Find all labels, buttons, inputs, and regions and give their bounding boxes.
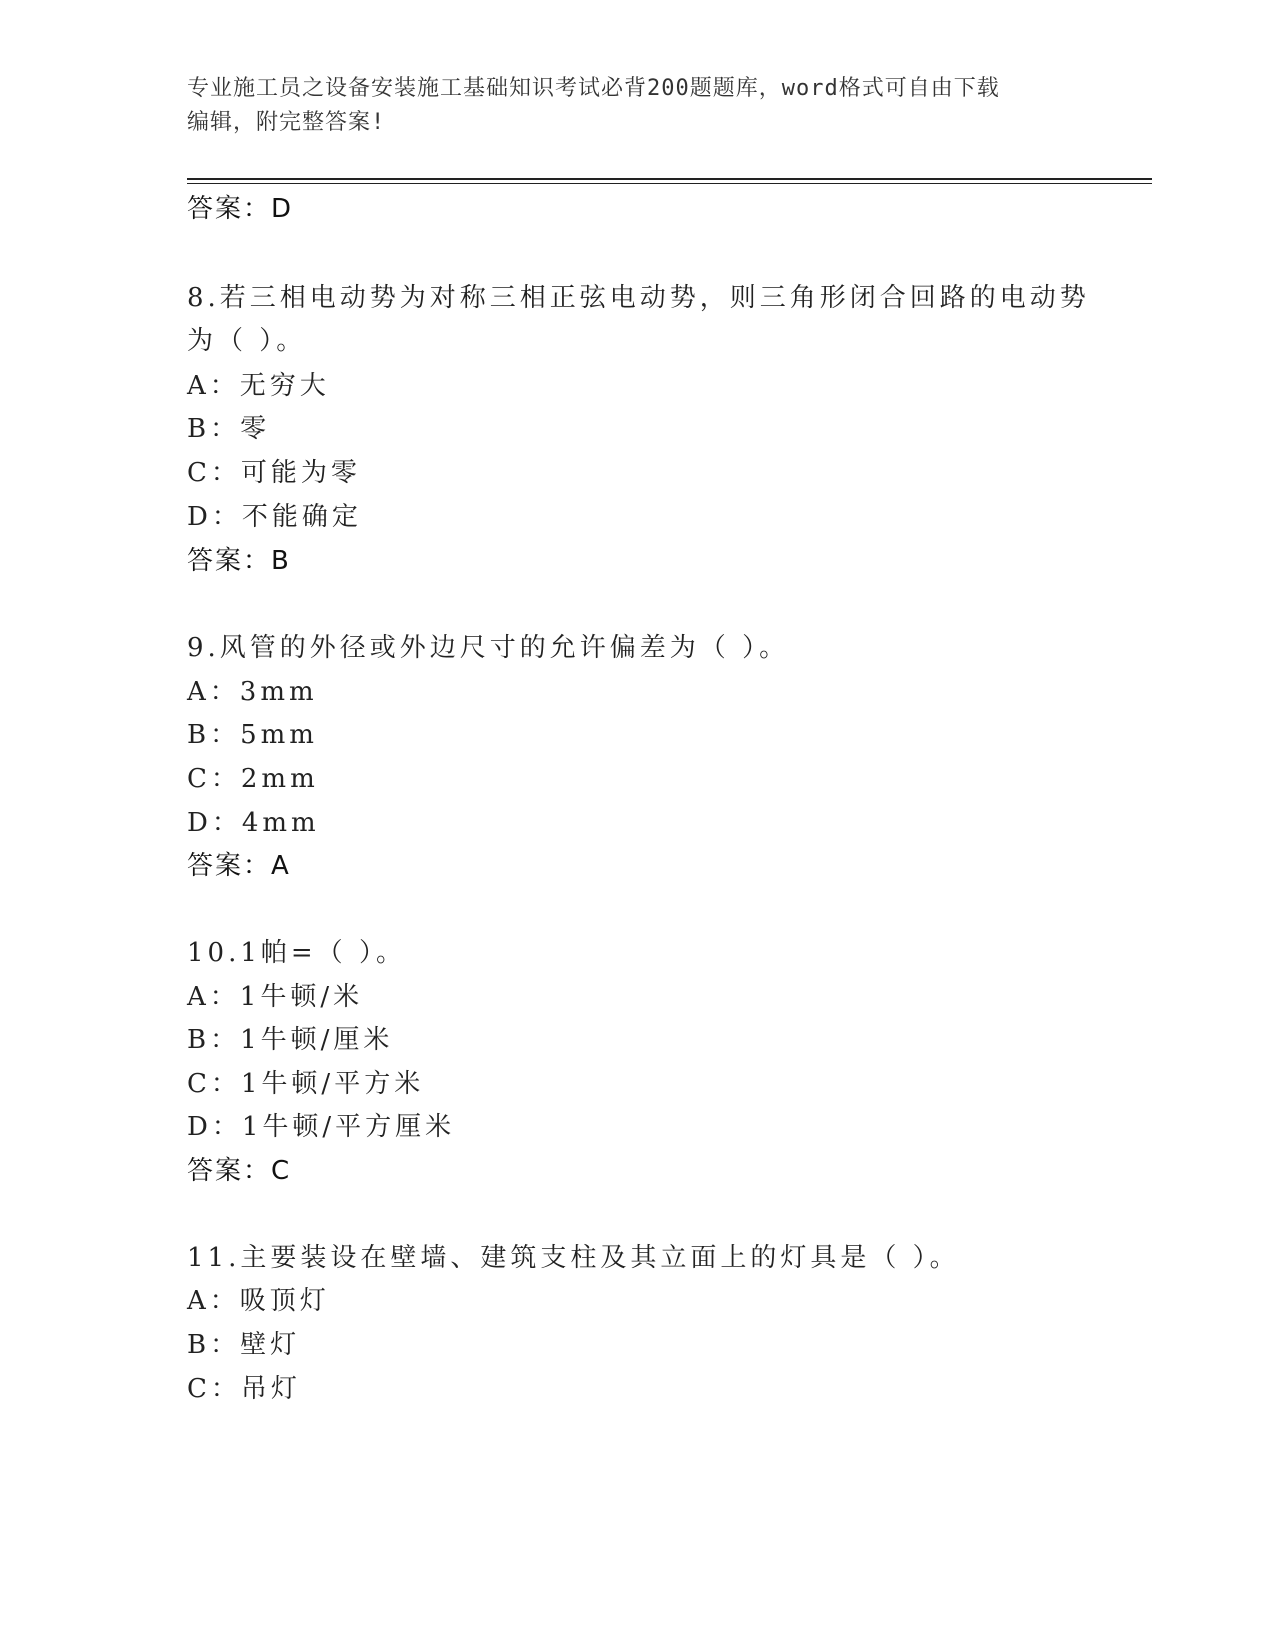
header-divider-thin — [187, 183, 1152, 184]
document-header — [187, 72, 1067, 140]
q10-option-c: C：1牛顿/平方米 — [187, 1069, 425, 1099]
q10-stem: 10.1帕=（ ）。 — [187, 938, 406, 968]
q9-option-c: C：2mm — [187, 764, 319, 794]
q9-stem: 9.风管的外径或外边尺寸的允许偏差为（ ）。 — [187, 633, 790, 663]
q11-option-c: C：吊灯 — [187, 1374, 301, 1404]
q10-answer: 答案：C — [187, 1156, 292, 1186]
q11-option-b: B：壁灯 — [187, 1330, 301, 1360]
answer-previous: 答案：D — [187, 194, 294, 224]
q8-option-c: C：可能为零 — [187, 458, 361, 488]
q10-option-d: D：1牛顿/平方厘米 — [187, 1112, 456, 1142]
q8-stem-line-1: 8.若三相电动势为对称三相正弦电动势，则三角形闭合回路的电动势 — [187, 283, 1090, 313]
header-line-1: 专业施工员之设备安装施工基础知识考试必背200题题库，word格式可自由下载 — [187, 76, 1000, 101]
q10-option-a: A：1牛顿/米 — [187, 982, 364, 1012]
q11-stem: 11.主要装设在壁墙、建筑支柱及其立面上的灯具是（ ）。 — [187, 1243, 960, 1273]
q8-option-a: A：无穷大 — [187, 371, 330, 401]
header-line-2: 编辑，附完整答案! — [187, 110, 386, 135]
q8-option-d: D：不能确定 — [187, 502, 362, 532]
q9-option-d: D：4mm — [187, 808, 320, 838]
q8-option-b: B：零 — [187, 414, 271, 444]
q8-stem-line-2: 为（ ）。 — [187, 326, 307, 356]
q9-option-a: A：3mm — [187, 677, 318, 707]
q8-answer: 答案：B — [187, 546, 291, 576]
q11-option-a: A：吸顶灯 — [187, 1286, 330, 1316]
q9-answer: 答案：A — [187, 851, 291, 881]
q9-option-b: B：5mm — [187, 720, 318, 750]
header-divider-thick — [187, 178, 1152, 180]
q10-option-b: B：1牛顿/厘米 — [187, 1025, 394, 1055]
